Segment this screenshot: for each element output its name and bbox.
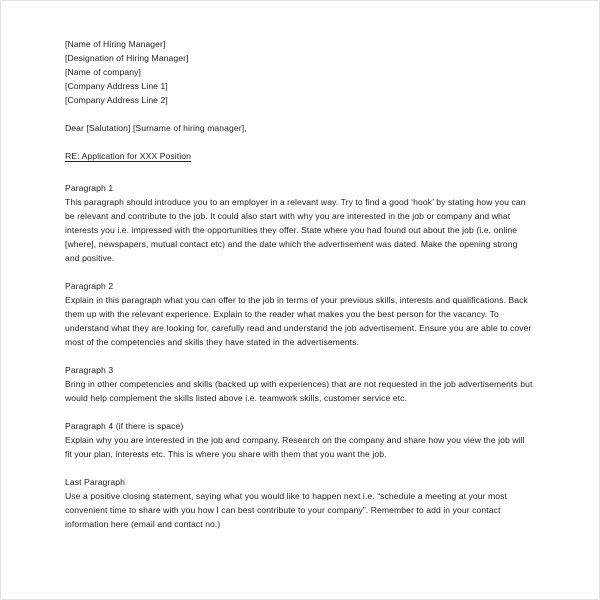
paragraph-text: Explain in this paragraph what you can offer to the job in terms of your previous skills, interests and qualifications. Back them up with the relevant experience. Explain to the reader what makes you the best person for the vacancy. To understand what they are looking for, carefully read and understand the job advertisement. Ensure you are able to cover most of the competencies and skills they have stated in the advertisements. xyxy=(65,295,534,347)
address-line: [Company Address Line 1] xyxy=(65,81,168,91)
paragraph-block-1 xyxy=(65,181,533,265)
salutation-block xyxy=(65,121,533,135)
paragraph-text: Bring in other competencies and skills (backed up with experiences) that are not requested in the job advertisements but would help complement the skills listed above i.e. teamwork skills, customer service etc. xyxy=(65,379,535,403)
subject-block xyxy=(65,149,533,163)
paragraph-heading: Paragraph 4 (if there is space) xyxy=(65,421,184,431)
paragraph-block-last xyxy=(65,475,533,531)
paragraph-heading: Paragraph 1 xyxy=(65,183,114,193)
recipient-address-block xyxy=(65,37,533,107)
paragraph-block-4 xyxy=(65,419,533,461)
paragraph-text: This paragraph should introduce you to an employer in a relevant way. Try to find a good ‘hook’ by stating how you can be relevant and contribute to the job. It could also start with why you are interested in the job or company and what interests you i.e. impressed with the opportunities they offer. State where you had found out about the job (i.e. online [where], newspapers, mutual contact etc) and the date which the advertisement was dated. Make the opening strong and positive. xyxy=(65,197,529,263)
paragraph-heading: Last Paragraph xyxy=(65,477,125,487)
document-body xyxy=(65,37,533,545)
address-line: [Company Address Line 2] xyxy=(65,95,168,105)
paragraph-text: Use a positive closing statement, saying what you would like to happen next i.e. “schedule a meeting at your most convenient time to share with you how I can best contribute to your company”. Remember to add in your contact information here (email and contact no.) xyxy=(65,491,510,529)
paragraph-heading: Paragraph 3 xyxy=(65,365,114,375)
salutation-text: Dear [Salutation] [Surname of hiring manager], xyxy=(65,123,247,133)
paragraph-text: Explain why you are interested in the job and company. Research on the company and share how you view the job will fit your plan, interests etc. This is where you share with them that you want the job. xyxy=(65,435,528,459)
paragraph-heading: Paragraph 2 xyxy=(65,281,114,291)
subject-text: RE: Application for XXX Position xyxy=(65,151,191,161)
paragraph-block-3 xyxy=(65,363,533,405)
address-line: [Name of company] xyxy=(65,67,141,77)
address-line: [Designation of Hiring Manager] xyxy=(65,53,189,63)
paragraph-block-2 xyxy=(65,279,533,349)
address-line: [Name of Hiring Manager] xyxy=(65,39,166,49)
